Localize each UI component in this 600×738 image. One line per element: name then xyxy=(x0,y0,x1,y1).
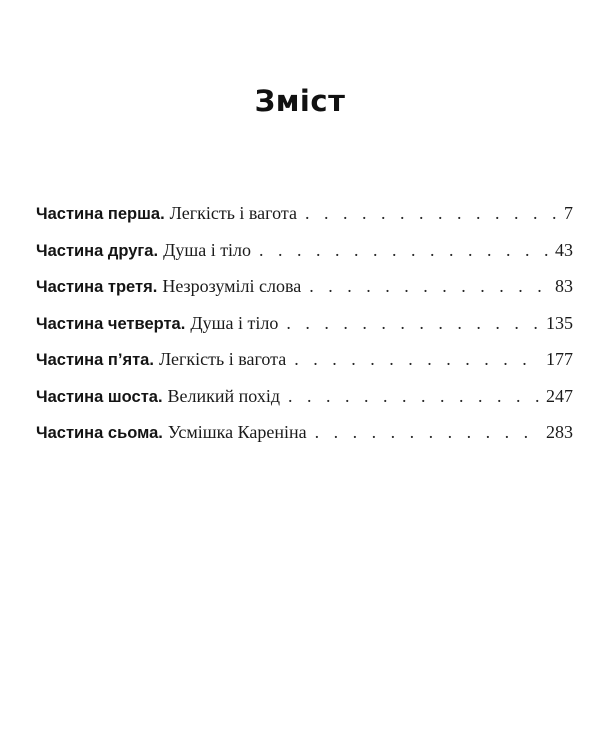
toc-page-number: 83 xyxy=(555,276,573,296)
toc-part-label: Частина сьома xyxy=(36,424,159,442)
toc-page-number: 283 xyxy=(546,422,573,442)
page-title: Зміст xyxy=(254,84,346,118)
toc-chapter-name: Легкість і вагота xyxy=(158,349,287,369)
table-of-contents xyxy=(36,203,573,459)
toc-chapter-name: Великий похід xyxy=(167,385,281,406)
toc-part-label: Частина третя xyxy=(36,278,153,296)
toc-entry xyxy=(36,386,573,423)
toc-separator: . xyxy=(158,424,163,442)
toc-part-label: Частина друга xyxy=(36,241,154,260)
toc-part-label: Частина перша xyxy=(36,205,161,223)
toc-entry xyxy=(36,276,573,313)
toc-page-number: 247 xyxy=(546,385,573,406)
toc-dot-leader xyxy=(305,203,558,224)
toc-chapter-name: Душа і тіло xyxy=(163,239,252,260)
toc-entry xyxy=(36,313,573,350)
toc-separator: . xyxy=(160,205,165,223)
toc-entry xyxy=(36,240,573,277)
toc-entry xyxy=(36,203,573,240)
toc-chapter-name: Усмішка Кареніна xyxy=(167,422,307,442)
toc-page-number: 135 xyxy=(546,312,573,333)
toc-dot-leader xyxy=(309,276,549,297)
toc-part-label: Частина четверта xyxy=(36,314,181,333)
toc-dot-leader xyxy=(315,422,540,443)
toc-separator: . xyxy=(180,314,186,333)
toc-dot-leader xyxy=(288,386,540,407)
toc-dot-leader xyxy=(259,240,549,261)
toc-dot-leader xyxy=(294,349,540,370)
toc-page-number: 43 xyxy=(555,239,573,260)
toc-dot-leader xyxy=(286,313,540,334)
toc-separator: . xyxy=(153,241,159,260)
toc-separator: . xyxy=(157,387,163,406)
toc-separator: . xyxy=(152,278,158,296)
toc-page-number: 7 xyxy=(564,203,573,223)
toc-separator: . xyxy=(149,351,154,369)
toc-entry xyxy=(36,422,573,459)
toc-chapter-name: Душа і тіло xyxy=(190,312,279,333)
toc-part-label: Частина п’ята xyxy=(36,351,150,369)
toc-part-label: Частина шоста xyxy=(36,387,158,406)
toc-chapter-name: Легкість і вагота xyxy=(169,203,297,223)
toc-chapter-name: Незрозумілі слова xyxy=(162,276,302,296)
toc-entry xyxy=(36,349,573,386)
toc-page-number: 177 xyxy=(546,349,573,369)
